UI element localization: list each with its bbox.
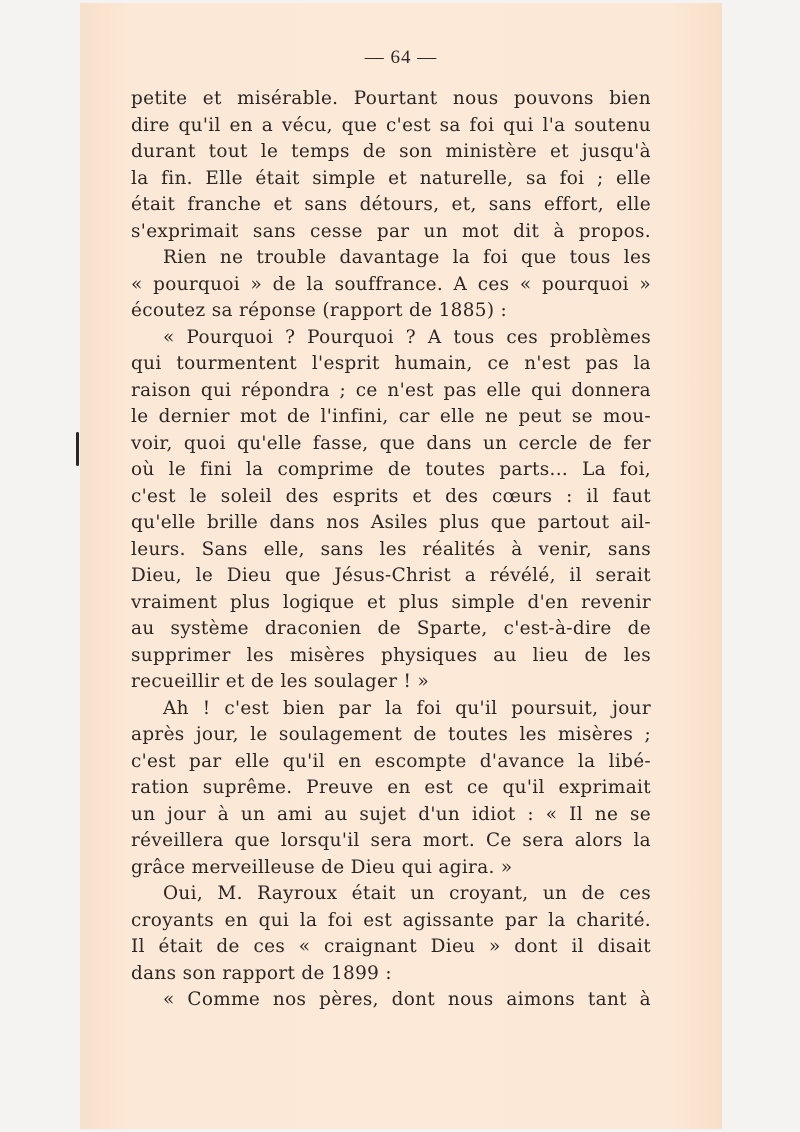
- text-line: qu'elle brille dans nos Asiles plus que partout ail-: [131, 512, 651, 533]
- text-line: croyants en qui la foi est agissante par la charité.: [131, 909, 651, 931]
- binding-mark: [76, 432, 79, 466]
- page-number: — 64 —: [364, 47, 438, 68]
- text-line: recueillir et de les soulager ! »: [131, 671, 430, 692]
- text-line: était franche et sans détours, et, sans effort, elle: [131, 194, 651, 215]
- text-line: leurs. Sans elle, sans les réalités à venir, sans: [131, 538, 651, 560]
- text-line: dire qu'il en a vécu, que c'est sa foi qui l'a soutenu: [131, 114, 651, 136]
- text-line: s'exprimait sans cesse par un mot dit à propos.: [131, 220, 651, 242]
- text-line: Dieu, le Dieu que Jésus-Christ a révélé, il serait: [131, 565, 651, 586]
- text-line: durant tout le temps de son ministère et jusqu'à: [131, 141, 651, 162]
- text-line: grâce merveilleuse de Dieu qui agira. »: [131, 856, 513, 878]
- text-line: voir, quoi qu'elle fasse, que dans un cercle de fer: [131, 432, 651, 454]
- text-line: après jour, le soulagement de toutes les misères ;: [131, 724, 651, 745]
- text-line: « pourquoi » de la souffrance. A ces « pourquoi »: [131, 273, 651, 295]
- text-line: petite et misérable. Pourtant nous pouvons bien: [131, 88, 651, 109]
- text-line: « Pourquoi ? Pourquoi ? A tous ces problèmes: [163, 326, 651, 348]
- text-line: c'est le soleil des esprits et des cœurs : il faut: [131, 485, 651, 507]
- text-line: au système draconien de Sparte, c'est-à-dire de: [131, 618, 651, 639]
- page-text: [131, 86, 651, 1014]
- text-line: « Comme nos pères, dont nous aimons tant à: [163, 989, 651, 1010]
- text-line: vraiment plus logique et plus simple d'en revenir: [131, 591, 651, 613]
- text-line: raison qui répondra ; ce n'est pas elle qui donnera: [131, 379, 651, 401]
- text-line: où le fini la comprime de toutes parts... La foi,: [131, 459, 651, 480]
- text-line: Il était de ces « craignant Dieu » dont il disait: [131, 936, 651, 957]
- text-line: dans son rapport de 1899 :: [131, 962, 392, 984]
- text-line: c'est par elle qu'il en escompte d'avance la libé-: [131, 750, 651, 772]
- text-line: écoutez sa réponse (rapport de 1885) :: [131, 300, 508, 321]
- text-line: Rien ne trouble davantage la foi que tous les: [163, 247, 651, 268]
- text-line: le dernier mot de l'infini, car elle ne peut se mou-: [131, 406, 651, 427]
- text-line: supprimer les misères physiques au lieu de les: [131, 644, 651, 666]
- text-line: un jour à un ami au sujet d'un idiot : « Il ne se: [131, 803, 651, 825]
- text-line: ration suprême. Preuve en est ce qu'il exprimait: [131, 777, 651, 798]
- text-line: qui tourmentent l'esprit humain, ce n'est pas la: [131, 353, 651, 374]
- text-line: la fin. Elle était simple et naturelle, sa foi ; elle: [131, 167, 651, 189]
- text-line: Ah ! c'est bien par la foi qu'il poursuit, jour: [163, 697, 651, 719]
- text-line: Oui, M. Rayroux était un croyant, un de ces: [163, 883, 651, 904]
- text-line: réveillera que lorsqu'il sera mort. Ce sera alors la: [131, 830, 651, 851]
